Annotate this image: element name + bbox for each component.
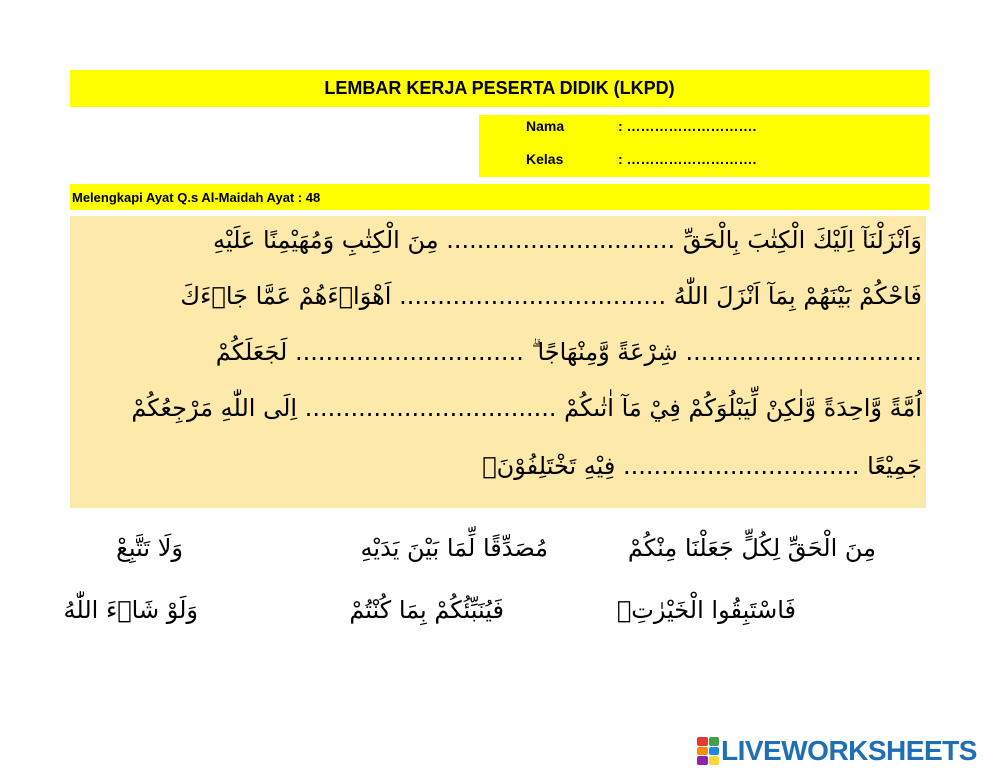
verse-line-3 xyxy=(216,332,922,372)
verse-text: جَمِيْعًا xyxy=(867,452,922,480)
instruction-text: Melengkapi Ayat Q.s Al-Maidah Ayat : 48 xyxy=(70,184,929,210)
liveworksheets-logo xyxy=(697,736,977,766)
answer-choice[interactable]: وَلَا تَتَّبِعْ xyxy=(116,534,183,562)
verse-text: مِنَ الْكِتٰبِ وَمُهَيْمِنًا عَلَيْهِ xyxy=(212,226,439,254)
verse-line-1 xyxy=(213,220,922,260)
verse-blank-1[interactable]: .............................. xyxy=(446,226,676,254)
verse-line-2 xyxy=(180,276,922,316)
answer-choice[interactable]: مُصَدِّقًا لِّمَا بَيْنَ يَدَيْهِ xyxy=(360,534,548,562)
verse-text: اِلَى اللّٰهِ مَرْجِعُكُمْ xyxy=(131,394,298,422)
verse-blank-5[interactable]: ................................. xyxy=(304,394,557,422)
verse-text: اُمَّةً وَّاحِدَةً وَّلٰكِنْ لِّيَبْلُوَكُمْ فِيْ مَآ اٰتٰىكُمْ xyxy=(564,394,922,422)
class-label: Kelas xyxy=(526,151,564,167)
verse-text: فِيْهِ تَخْتَلِفُوْنَۙ xyxy=(482,452,616,480)
verse-text: وَاَنْزَلْنَآ اِلَيْكَ الْكِتٰبَ بِالْحَقِّ xyxy=(682,226,922,254)
verse-line-4 xyxy=(131,388,922,428)
answer-choice[interactable]: فَيُنَبِّئُكُمْ بِمَا كُنْتُمْ xyxy=(349,596,504,624)
logo-text: LIVEWORKSHEETS xyxy=(721,735,977,766)
class-row xyxy=(526,151,756,167)
verse-text: لَجَعَلَكُمْ xyxy=(215,338,288,366)
name-label: Nama xyxy=(526,118,565,134)
answer-choice[interactable]: فَاسْتَبِقُوا الْخَيْرٰتِۗ xyxy=(616,596,796,624)
verse-blank-3[interactable]: ............................... xyxy=(685,338,922,366)
verse-box xyxy=(70,216,926,508)
logo-icon xyxy=(697,737,719,765)
verse-blank-4[interactable]: .............................. xyxy=(294,338,524,366)
verse-blank-2[interactable]: ................................... xyxy=(399,282,667,310)
verse-text: اَهْوَاۤءَهُمْ عَمَّا جَاۤءَكَ xyxy=(180,282,392,310)
class-value: : ………………………. xyxy=(618,151,757,167)
verse-text: شِرْعَةً وَّمِنْهَاجًا ۗ xyxy=(531,338,678,366)
name-value: : ………………………. xyxy=(618,118,757,134)
identity-box xyxy=(479,115,929,177)
answer-choice[interactable]: مِنَ الْحَقِّ لِكُلٍّ جَعَلْنَا مِنْكُمْ xyxy=(627,534,876,562)
verse-line-5 xyxy=(482,446,922,486)
worksheet-title: LEMBAR KERJA PESERTA DIDIK (LKPD) xyxy=(70,70,929,107)
verse-blank-6[interactable]: ............................... xyxy=(623,452,860,480)
name-row xyxy=(526,118,756,134)
answer-choice[interactable]: وَلَوْ شَاۤءَ اللّٰهُ xyxy=(63,596,198,624)
verse-text: فَاحْكُمْ بَيْنَهُمْ بِمَآ اَنْزَلَ اللّٰهُ xyxy=(673,282,922,310)
